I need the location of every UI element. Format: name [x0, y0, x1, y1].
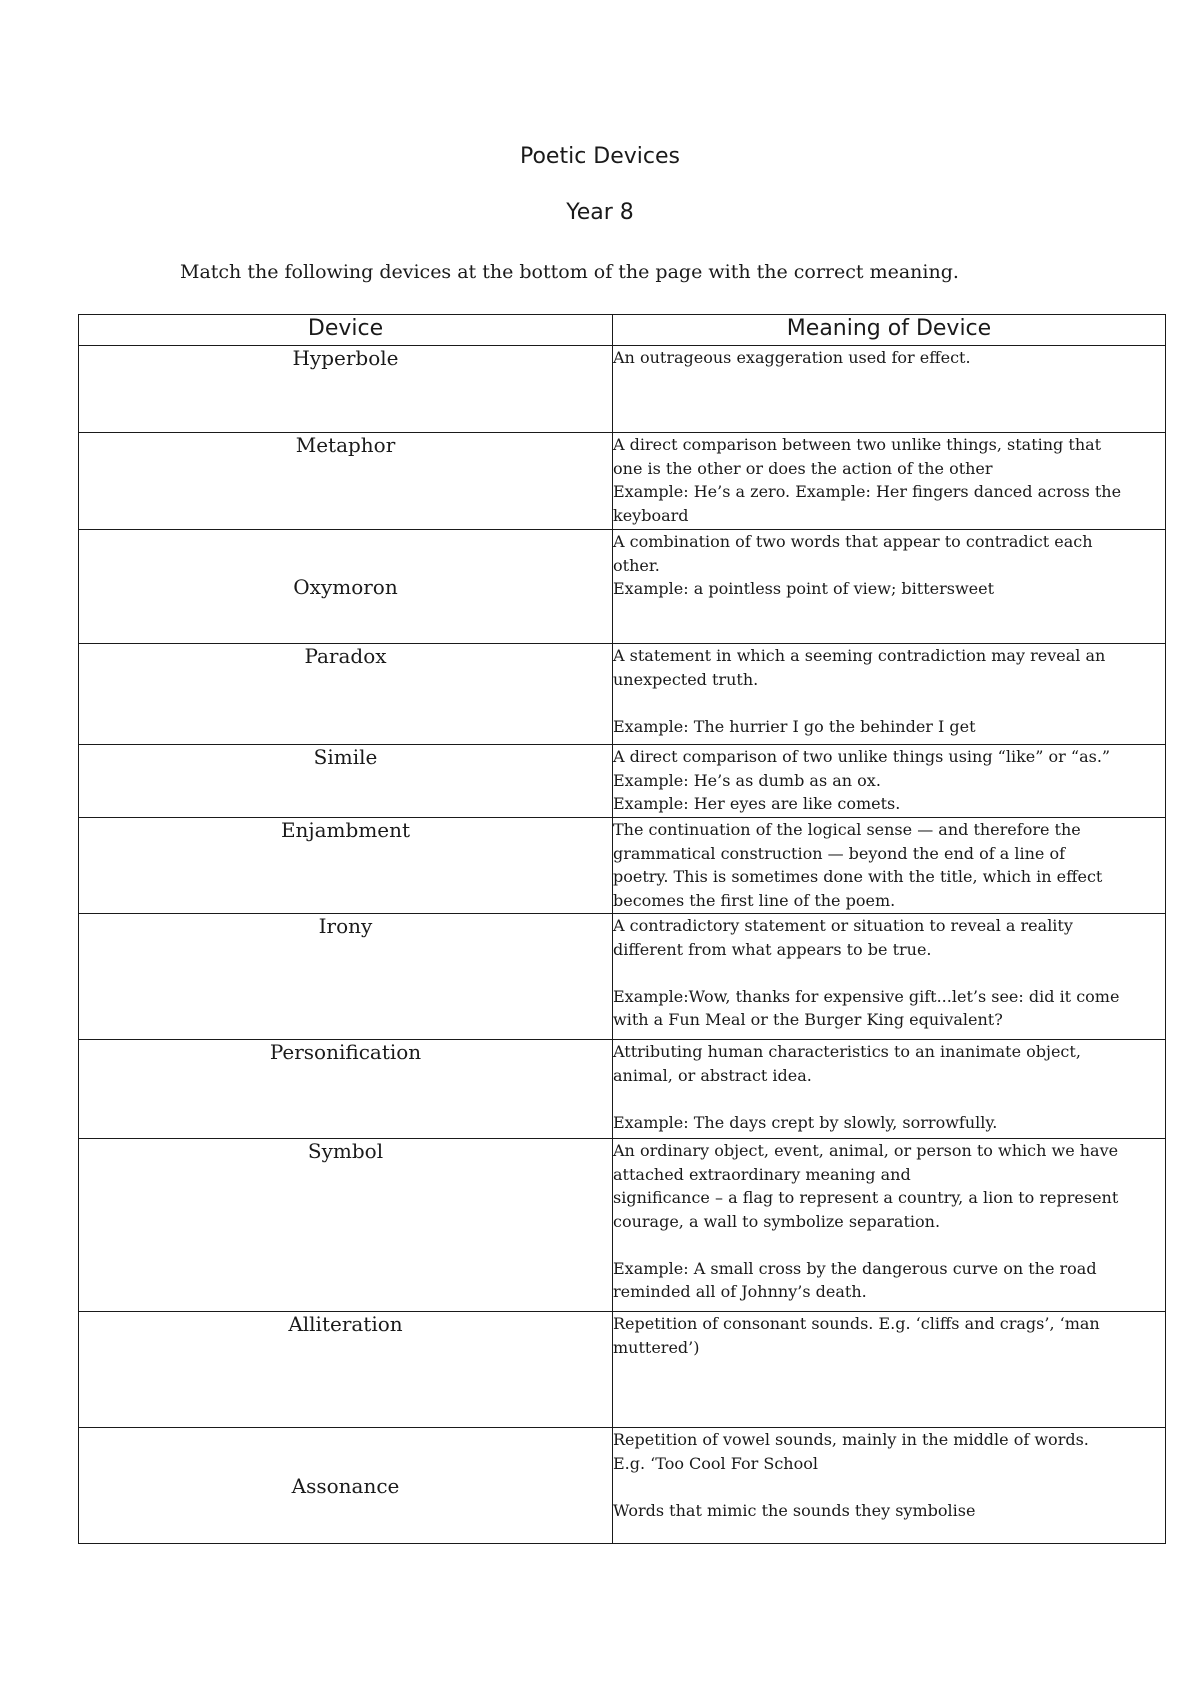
meaning-line: muttered’) [613, 1337, 700, 1357]
meaning-line: Attributing human characteristics to an inanimate object, [613, 1042, 1081, 1061]
meaning-line [613, 691, 1165, 715]
meaning-line: poetry. This is sometimes done with the title, which in effect [613, 867, 1103, 886]
device-meaning [613, 818, 1166, 914]
device-meaning [613, 1040, 1166, 1139]
device-name: Enjambment [79, 818, 613, 914]
device-name: Paradox [79, 644, 613, 745]
meaning-line: Example: A small cross by the dangerous curve on the road [613, 1258, 1097, 1278]
page-title: Poetic Devices [519, 144, 680, 169]
meaning-line [613, 1233, 1165, 1257]
device-meaning [613, 745, 1166, 818]
device-name: Irony [79, 914, 613, 1040]
meaning-line: The continuation of the logical sense — and therefore the [613, 820, 1081, 839]
table-row [79, 644, 1166, 745]
device-meaning [613, 914, 1166, 1040]
meaning-line: A statement in which a seeming contradiction may reveal an [613, 646, 1106, 665]
device-meaning [613, 346, 1166, 433]
meaning-line: A direct comparison between two unlike things, stating that [613, 435, 1102, 454]
device-meaning [613, 1428, 1166, 1544]
table-row [79, 818, 1166, 914]
meaning-line: one is the other or does the action of the other [613, 458, 993, 478]
device-name: Personification [79, 1040, 613, 1139]
meaning-line: Example: He’s a zero. Example: Her fingers danced across the [613, 482, 1122, 501]
table-row [79, 1428, 1166, 1544]
header-device: Device [79, 315, 613, 346]
meaning-line: other. [613, 555, 660, 575]
device-name: Alliteration [79, 1312, 613, 1428]
meaning-line: Example: Her eyes are like comets. [613, 794, 901, 813]
meaning-line: different from what appears to be true. [613, 939, 932, 959]
meaning-line: animal, or abstract idea. [613, 1065, 812, 1085]
meaning-line: Repetition of vowel sounds, mainly in the middle of words. [613, 1430, 1089, 1449]
table-row [79, 1040, 1166, 1139]
device-meaning [613, 530, 1166, 644]
header-meaning: Meaning of Device [613, 315, 1166, 346]
meaning-line: Example: a pointless point of view; bittersweet [613, 579, 995, 598]
meaning-line: Example: He’s as dumb as an ox. [613, 770, 881, 790]
meaning-line: attached extraordinary meaning and [613, 1164, 911, 1184]
table-header-row [79, 315, 1166, 346]
meaning-line: Example:Wow, thanks for expensive gift...let’s see: did it come [613, 986, 1120, 1006]
meaning-line: courage, a wall to symbolize separation. [613, 1211, 941, 1231]
page-subtitle: Year 8 [566, 200, 634, 225]
meaning-line: A direct comparison of two unlike things using “like” or “as.” [613, 747, 1111, 766]
device-name: Hyperbole [79, 346, 613, 433]
meaning-line: keyboard [613, 505, 689, 525]
meaning-line: grammatical construction — beyond the end of a line of [613, 843, 1065, 863]
table-row [79, 745, 1166, 818]
table-row [79, 1312, 1166, 1428]
meaning-line [613, 1475, 1165, 1499]
device-meaning [613, 433, 1166, 530]
poetic-devices-table [78, 314, 1166, 1544]
meaning-line: with a Fun Meal or the Burger King equivalent? [613, 1010, 1003, 1029]
meaning-line: significance – a flag to represent a country, a lion to represent [613, 1188, 1119, 1207]
meaning-line [613, 961, 1165, 985]
meaning-line: Repetition of consonant sounds. E.g. ‘cliffs and crags’, ‘man [613, 1314, 1100, 1333]
table-row [79, 530, 1166, 644]
meaning-line: E.g. ‘Too Cool For School [613, 1453, 818, 1473]
meaning-line: An ordinary object, event, animal, or person to which we have [613, 1141, 1119, 1160]
table-row [79, 914, 1166, 1040]
instructions: Match the following devices at the bottom of the page with the correct meaning. [180, 261, 959, 283]
meaning-line: A contradictory statement or situation to reveal a reality [613, 916, 1073, 935]
table-row [79, 1139, 1166, 1312]
device-name: Oxymoron [79, 530, 613, 644]
device-name: Simile [79, 745, 613, 818]
device-meaning [613, 1139, 1166, 1312]
device-name: Symbol [79, 1139, 613, 1312]
meaning-line: Example: The hurrier I go the behinder I get [613, 716, 976, 736]
device-meaning [613, 644, 1166, 745]
meaning-line [613, 1087, 1165, 1111]
meaning-line: unexpected truth. [613, 669, 759, 689]
device-name: Metaphor [79, 433, 613, 530]
meaning-line: Example: The days crept by slowly, sorrowfully. [613, 1112, 998, 1132]
meaning-line: becomes the first line of the poem. [613, 890, 896, 910]
meaning-line: Words that mimic the sounds they symbolise [613, 1500, 976, 1520]
meaning-line: reminded all of Johnny’s death. [613, 1282, 867, 1301]
meaning-line: An outrageous exaggeration used for effect. [613, 348, 971, 367]
table-row [79, 346, 1166, 433]
device-meaning [613, 1312, 1166, 1428]
meaning-line: A combination of two words that appear to contradict each [613, 532, 1093, 551]
table-row [79, 433, 1166, 530]
device-name: Assonance [79, 1428, 613, 1544]
